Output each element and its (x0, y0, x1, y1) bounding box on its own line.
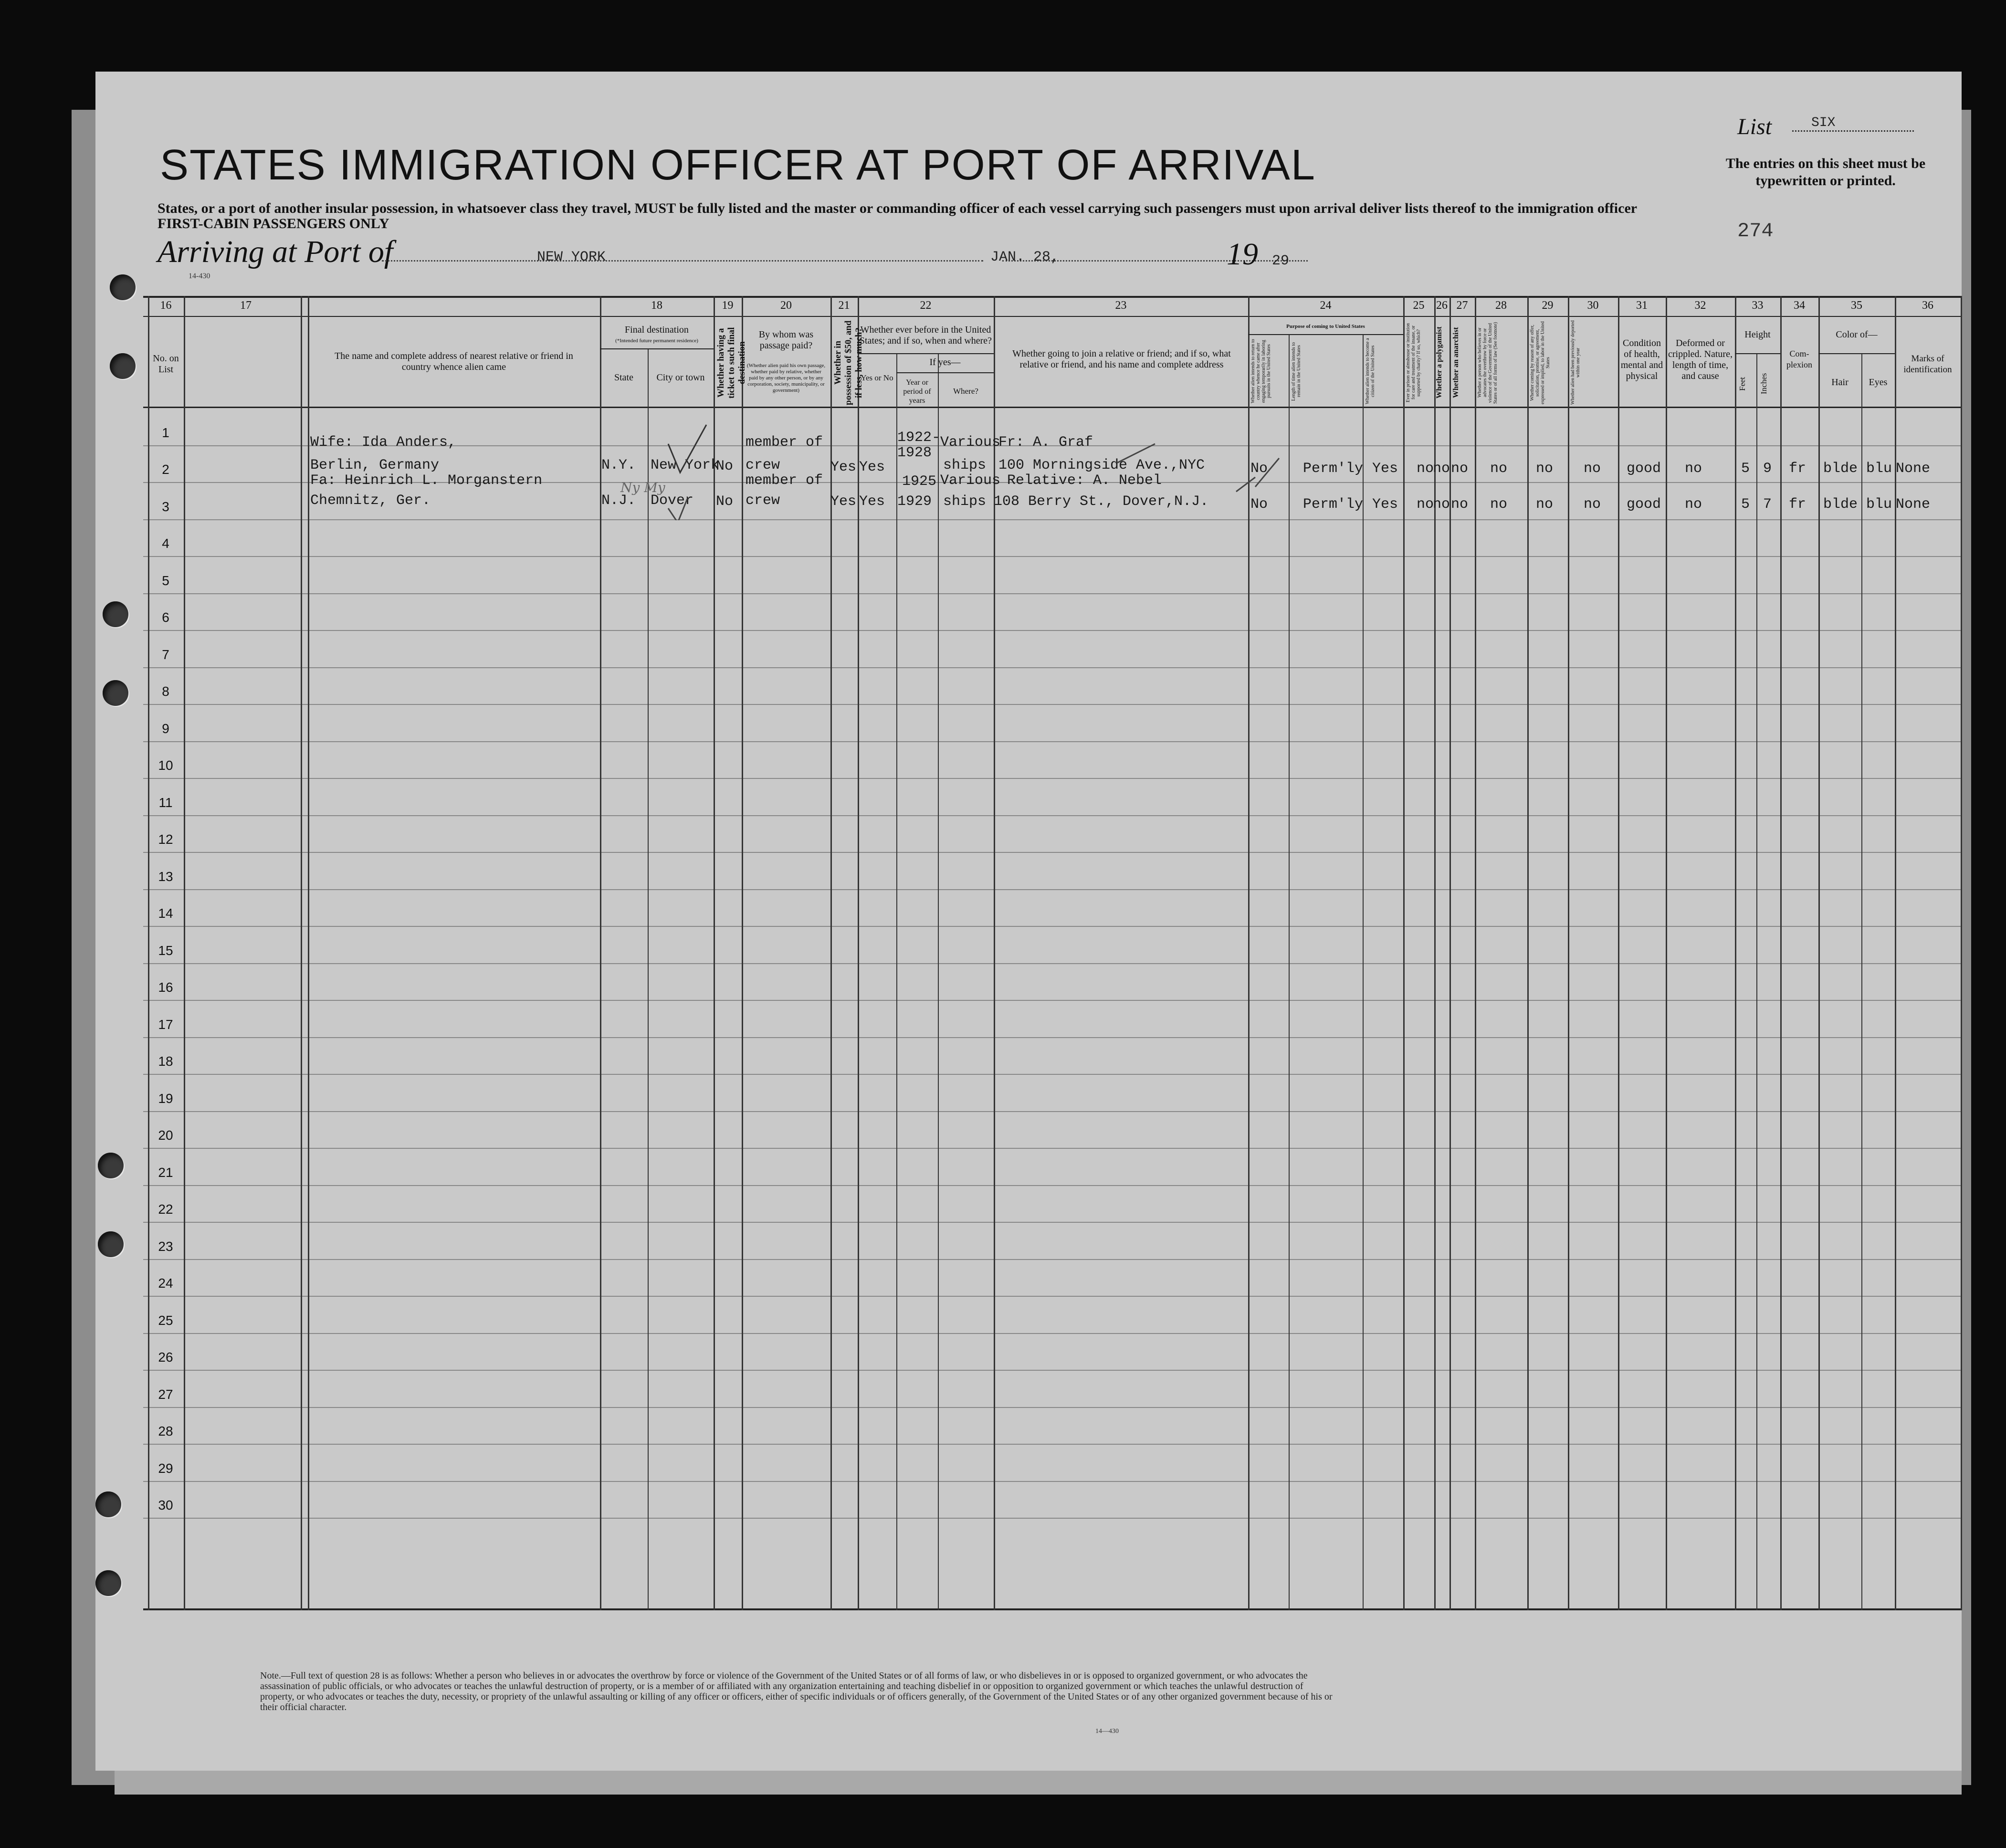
column-number: 17 (240, 299, 252, 312)
p1-marks: None (1896, 461, 1931, 477)
column-number: 16 (160, 299, 172, 312)
row-number: 19 (158, 1091, 173, 1106)
sheet-number: 274 (1737, 220, 1774, 242)
col-divider (1756, 353, 1757, 1610)
row-rule (143, 1074, 1962, 1075)
header-inches: Inches (1759, 373, 1768, 395)
column-number: 32 (1694, 299, 1706, 312)
row-number: 2 (162, 462, 169, 477)
row-number: 27 (158, 1386, 173, 1402)
header-purpose-return: Whether alien intends to return to country whence he came after engaging temporarily in laboring pursuits in the United States (1250, 339, 1271, 404)
header-height: Height (1744, 329, 1771, 340)
header-feet: Feet (1738, 377, 1747, 391)
header-q30: Whether alien had been previously deported within one year (1570, 320, 1581, 405)
p1-where-line2: ships (943, 457, 987, 473)
p2-joining-line2: 108 Berry St., Dover,N.J. (994, 494, 1209, 510)
row-number: 6 (162, 610, 169, 625)
p2-paid-line1: member of (746, 472, 823, 489)
col-divider (1618, 296, 1619, 1610)
row-rule (143, 1333, 1962, 1334)
year-prefix: 19 (1227, 237, 1258, 272)
table-top-rule (143, 296, 1962, 298)
form-title: STATES IMMIGRATION OFFICER AT PORT OF ARRIVAL (160, 141, 1316, 189)
p2-state: N.J. (601, 493, 636, 509)
row-rule (143, 556, 1962, 557)
row-rule (143, 926, 1962, 927)
row-rule (143, 815, 1962, 816)
row-rule (143, 1185, 1962, 1186)
date-value: JAN. 28, (990, 249, 1060, 265)
row-number: 23 (158, 1239, 173, 1254)
row-number: 8 (162, 684, 169, 699)
header-city: City or town (656, 372, 705, 383)
row-rule (143, 1296, 1962, 1297)
footer-form-number: 14—430 (1095, 1728, 1119, 1735)
header-q29: Whether coming by reason of any offer, solicitation, promise, or agreement, expressed or implied, to labor in the United States (1530, 321, 1551, 404)
punch-hole (110, 353, 136, 379)
p1-where-line1: Various (940, 434, 1001, 451)
p2-marks: None (1896, 496, 1931, 513)
p2-return: No (1250, 496, 1268, 513)
row-number: 17 (158, 1017, 173, 1032)
column-number: 29 (1542, 299, 1554, 312)
p1-relative-line1: Wife: Ida Anders, (310, 434, 457, 451)
row-rule (143, 1518, 1962, 1519)
col-divider (1895, 296, 1896, 1610)
header-passage-paid: By whom was passage paid? (758, 329, 814, 351)
row-number: 15 (158, 943, 173, 958)
header-q28: Whether a person who believes in or advocates the overthrow by force or violence of the Government of the United States or of all forms of law (See footnote) (1477, 322, 1498, 404)
p2-eyes: blu (1866, 496, 1892, 513)
subheader-rule (858, 353, 994, 354)
header-color-of: Color of— (1836, 329, 1878, 340)
p1-hair: blde (1823, 461, 1858, 477)
p1-before: Yes (859, 459, 885, 475)
p2-relative-line1: Fa: Heinrich L. Morganstern (310, 472, 543, 489)
port-value: NEW YORK (537, 249, 606, 265)
p1-paid-line2: crew (746, 457, 780, 473)
header-if-yes: If yes— (929, 357, 961, 368)
header-hair: Hair (1831, 377, 1848, 388)
header-complexion: Com-plexion (1786, 349, 1812, 369)
p1-relative-line2: Berlin, Germany (310, 457, 440, 473)
handwritten-city-annotation: Ny My (620, 480, 665, 495)
form-number: 14-430 (189, 272, 210, 280)
row-number: 7 (162, 647, 169, 662)
row-number: 22 (158, 1202, 173, 1217)
row-number: 18 (158, 1054, 173, 1069)
p2-health: good (1627, 496, 1661, 513)
row-number: 4 (162, 536, 169, 551)
row-rule (143, 852, 1962, 853)
col-divider (1568, 296, 1569, 1610)
port-line (382, 260, 983, 262)
header-marks: Marks of identification (1903, 354, 1952, 375)
p2-prison: no (1417, 496, 1434, 513)
header-purpose: Purpose of coming to United States (1286, 324, 1365, 329)
p2-years-line2: 1929 (897, 494, 932, 510)
header-final-destination-note: (*Intended future permanent residence) (615, 338, 698, 344)
header-polygamist: Whether a polygamist (1435, 326, 1443, 399)
row-rule (143, 741, 1962, 742)
p2-has-50: Yes (830, 494, 857, 510)
p2-paid-line2: crew (746, 493, 780, 509)
row-number: 12 (158, 832, 173, 847)
manifest-sheet (95, 72, 1962, 1771)
col-divider (1363, 334, 1364, 1610)
column-number: 19 (722, 299, 734, 312)
punch-hole (95, 1491, 121, 1517)
header-passage-note: (Whether alien paid his own passage, whether paid by relative, whether paid by any other person, or by any corporation, society, municipality, or government) (746, 363, 826, 393)
row-number: 1 (162, 425, 169, 440)
col-divider (1434, 296, 1436, 1610)
column-number: 18 (651, 299, 662, 312)
p2-polygamist: no (1433, 496, 1450, 513)
col-divider (896, 353, 897, 1610)
p2-where-line2: ships (943, 494, 987, 510)
column-number: 36 (1922, 299, 1933, 312)
p1-joining-line1: Fr: A. Graf (998, 434, 1093, 451)
p1-q30: no (1584, 461, 1601, 477)
row-rule (143, 1111, 1962, 1112)
punch-hole (103, 680, 128, 706)
row-rule (143, 1222, 1962, 1223)
subheader-rule (1818, 353, 1895, 354)
col-divider (1666, 296, 1667, 1610)
punch-hole (95, 1570, 121, 1596)
row-rule (143, 1407, 1962, 1408)
col-divider (1449, 296, 1451, 1610)
form-subtitle: States, or a port of another insular possession, in whatsoever class they travel, MUST be fully listed and the master or commanding officer of each vessel carrying such passengers must upon arrival deliver lists thereof to the immigration officer (158, 200, 1638, 216)
column-number: 23 (1115, 299, 1127, 312)
row-rule (143, 1481, 1962, 1482)
p1-joining-line2: 100 Morningside Ave.,NYC (998, 457, 1205, 473)
p2-city: Dover (651, 493, 694, 509)
col-divider (1289, 334, 1290, 1610)
row-number: 24 (158, 1276, 173, 1291)
header-state: State (614, 372, 633, 383)
p2-q28: no (1490, 496, 1508, 513)
column-number: 22 (920, 299, 932, 312)
column-number: 28 (1495, 299, 1507, 312)
header-final-destination: Final destination (625, 325, 689, 335)
year-suffix: 29 (1272, 253, 1290, 269)
p1-state: N.Y. (601, 457, 636, 473)
list-label: List (1737, 114, 1772, 139)
column-number: 27 (1456, 299, 1468, 312)
column-number: 30 (1587, 299, 1599, 312)
header-yes-no: Yes or No (861, 373, 893, 382)
row-rule (143, 1148, 1962, 1149)
p2-complexion: fr (1789, 496, 1806, 513)
subheader-rule (1248, 334, 1403, 335)
header-prison-charity: Ever in prison or almshouse or institution for care and treatment of the insane, or supported by charity? If so, which? (1406, 323, 1421, 403)
p1-inches: 9 (1763, 461, 1772, 477)
row-rule (143, 630, 1962, 631)
header-joining-relative: Whether going to join a relative or friend; and if so, what relative or friend, and his name and complete address (1012, 348, 1231, 370)
row-number: 5 (162, 573, 169, 588)
column-number: 20 (780, 299, 792, 312)
manifest-table (143, 296, 1962, 1628)
row-rule (143, 1259, 1962, 1260)
p1-ticket: No (716, 458, 734, 474)
p2-ticket: No (716, 494, 734, 510)
header-bottom-rule (143, 407, 1962, 408)
column-number: 33 (1752, 299, 1764, 312)
row-rule (143, 704, 1962, 705)
row-number: 26 (158, 1350, 173, 1365)
column-number: 24 (1320, 299, 1332, 312)
row-rule (143, 1370, 1962, 1371)
header-ticket: Whether having a ticket to such final destination (716, 327, 747, 399)
col-divider (1735, 296, 1736, 1610)
handwritten-check-marks (635, 415, 1303, 520)
p2-hair: blde (1823, 496, 1858, 513)
col-divider (1403, 296, 1405, 1610)
row-number: 30 (158, 1498, 173, 1512)
row-number: 28 (158, 1424, 173, 1438)
p2-citizen: Yes (1372, 496, 1398, 513)
col-divider (301, 296, 302, 1610)
punch-hole (103, 601, 128, 627)
footnote-q28: Note.—Full text of question 28 is as follows: Whether a person who believes in or advocates the overthrow by force or violence of the Government of the United States or of all forms of law, or who disbelieves in or is opposed to organized government, or who advocates the assassination of public officials, or who advocates or teaches the unlawful destruction of property, or is a member of or affiliated with any organization entertaining and teaching disbelief in or opposition to organized government or which teaches the unlawful destruction of property, or who advocates or teaches the duty, necessity, or propriety of the unlawful assaulting or killing of any officer or officers, either of specific individuals or of officers generally, of the Government of the United States or of any other organized government because of his or their official character. (260, 1670, 1333, 1712)
col-divider (938, 353, 939, 1610)
p2-years-line1: 1925 (902, 473, 937, 490)
row-rule (143, 1037, 1962, 1038)
column-number: 34 (1794, 299, 1805, 312)
p1-city: New York (651, 457, 720, 473)
row-number: 16 (158, 980, 173, 995)
header-purpose-length: Length of time alien intends to remain in the United States (1291, 342, 1302, 401)
p2-feet: 5 (1741, 496, 1750, 513)
row-rule (143, 667, 1962, 668)
column-number-rule (143, 316, 1962, 317)
p1-feet: 5 (1741, 461, 1750, 477)
p1-has-50: Yes (830, 459, 857, 475)
header-health: Condition of health, mental and physical (1620, 338, 1663, 381)
p2-inches: 7 (1763, 496, 1772, 513)
p2-length: Perm'ly (1303, 496, 1364, 513)
header-no-on-list: No. on List (153, 353, 179, 375)
p1-years-line2: 1928 (897, 445, 932, 461)
col-divider (1818, 296, 1820, 1610)
p1-complexion: fr (1789, 461, 1806, 477)
subheader-rule (896, 372, 994, 373)
row-number: 13 (158, 869, 173, 884)
header-ever-before: Whether ever before in the United States; and if so, when and where? (859, 325, 992, 346)
p1-q29: no (1536, 461, 1554, 477)
p2-before: Yes (859, 494, 885, 510)
column-number: 25 (1413, 299, 1425, 312)
col-divider (648, 348, 649, 1610)
column-number: 26 (1436, 299, 1448, 312)
arriving-label: Arriving at Port of (158, 234, 393, 269)
col-divider (1527, 296, 1529, 1610)
punch-hole (98, 1231, 124, 1257)
class-line: FIRST-CABIN PASSENGERS ONLY (158, 216, 389, 231)
row-number: 3 (162, 499, 169, 514)
header-nearest-relative: The name and complete address of nearest relative or friend in country whence alien came (335, 351, 573, 372)
row-number: 20 (158, 1128, 173, 1143)
row-number: 9 (162, 721, 169, 736)
p1-length: Perm'ly (1303, 461, 1364, 477)
col-divider (1861, 353, 1862, 1610)
row-rule (143, 963, 1962, 964)
col-divider (1961, 296, 1962, 1610)
p1-q28: no (1490, 461, 1508, 477)
header-deformed: Deformed or crippled. Nature, length of time, and cause (1668, 338, 1733, 381)
row-rule (143, 1000, 1962, 1001)
p1-return: No (1250, 461, 1268, 477)
col-divider (1780, 296, 1782, 1610)
row-number: 14 (158, 906, 173, 921)
p2-q29: no (1536, 496, 1554, 513)
row-number: 11 (158, 795, 173, 810)
row-number: 10 (158, 758, 173, 773)
column-number: 35 (1851, 299, 1862, 312)
p2-deformed: no (1685, 496, 1702, 513)
col-divider (184, 296, 185, 1610)
header-year-period: Year or period of years (903, 378, 931, 405)
row-rule (143, 593, 1962, 594)
p2-anarchist: no (1451, 496, 1469, 513)
header-purpose-citizen: Whether alien intends to become a citizen of the United States (1365, 338, 1376, 405)
p2-q30: no (1584, 496, 1601, 513)
header-eyes: Eyes (1869, 377, 1888, 388)
table-bottom-rule (143, 1608, 1962, 1610)
p1-health: good (1627, 461, 1661, 477)
column-number: 31 (1636, 299, 1648, 312)
header-possession-50: Whether in possession of $50, and if less, how much? (833, 320, 864, 405)
entries-note: The entries on this sheet must be typewritten or printed. (1725, 156, 1926, 189)
row-rule (143, 778, 1962, 779)
subheader-rule (600, 348, 714, 349)
list-value: SIX (1792, 116, 1914, 132)
row-number: 25 (158, 1312, 173, 1328)
row-rule (143, 1444, 1962, 1445)
col-divider (1475, 296, 1476, 1610)
header-where: Where? (953, 387, 978, 396)
p2-where-line1: Various (940, 472, 1001, 489)
row-rule (143, 889, 1962, 890)
p1-polygamist: no (1433, 461, 1450, 477)
p1-years-line1: 1922- (897, 430, 941, 446)
p1-eyes: blu (1866, 461, 1892, 477)
row-number: 29 (158, 1460, 173, 1476)
p1-deformed: no (1685, 461, 1702, 477)
punch-hole (98, 1153, 124, 1178)
p1-prison: no (1417, 461, 1434, 477)
row-number: 21 (158, 1165, 173, 1180)
subheader-rule (1735, 353, 1780, 354)
col-divider (308, 296, 309, 1610)
p1-paid-line1: member of (746, 434, 823, 451)
p2-relative-line2: Chemnitz, Ger. (310, 493, 431, 509)
p2-joining-line1: Relative: A. Nebel (1007, 472, 1162, 489)
column-number: 21 (838, 299, 850, 312)
p1-anarchist: no (1451, 461, 1469, 477)
header-anarchist: Whether an anarchist (1452, 327, 1460, 399)
punch-hole (110, 274, 136, 300)
p1-citizen: Yes (1372, 461, 1398, 477)
